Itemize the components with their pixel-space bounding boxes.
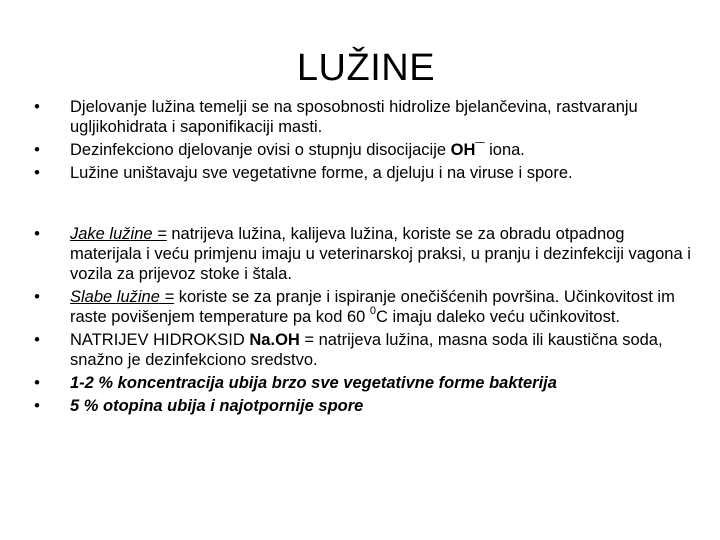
list-item: [24, 97, 696, 137]
list-item: [24, 163, 696, 183]
term-weak-alkalis: Slabe lužine =: [70, 288, 175, 306]
bullet-list-bottom: [24, 224, 696, 419]
concentration-note: 1-2 % koncentracija ubija brzo sve vegetativne forme bakterija: [70, 374, 557, 392]
list-item: [24, 330, 696, 370]
bullet-icon: •: [34, 225, 40, 243]
bullet-icon: •: [34, 164, 40, 182]
bullet-icon: •: [34, 374, 40, 392]
slide-title: LUŽINE: [296, 47, 436, 89]
list-item-text: Djelovanje lužina temelji se na sposobnosti hidrolize bjelančevina, rastvaranju ugljikohidrata i saponifikaciji masti.: [70, 98, 638, 136]
list-item-text: koriste se za pranje i ispiranje onečišćenih površina. Učinkovitost im raste povišenjem temperature pa kod 60: [70, 288, 675, 326]
bullet-icon: •: [34, 141, 40, 159]
list-item-text-end: iona.: [484, 141, 525, 159]
list-item: [24, 396, 696, 416]
bullet-icon: •: [34, 397, 40, 415]
list-item-text-end: = natrijeva lužina, masna soda ili kaustična soda, snažno je dezinfekciono sredstvo.: [70, 331, 663, 369]
list-item-text: natrijeva lužina, kalijeva lužina, koriste se za obradu otpadnog materijala i veću primjenu imaju u veterinarskoj praksi, u pranju i dezinfekciji vagona i vozila za prijevoz stoke i štala.: [70, 225, 691, 283]
list-item-text: Lužine uništavaju sve vegetativne forme, a djeluju i na viruse i spore.: [70, 164, 573, 182]
term-strong-alkalis: Jake lužine =: [70, 225, 167, 243]
naoh-formula: Na.OH: [249, 331, 300, 349]
list-item: [24, 140, 696, 160]
spore-note: 5 % otopina ubija i najotpornije spore: [70, 397, 364, 415]
bullet-icon: •: [34, 98, 40, 116]
bullet-list-top: [24, 97, 696, 186]
list-item: [24, 373, 696, 393]
list-item-text: NATRIJEV HIDROKSID: [70, 331, 250, 349]
oh-formula: OH: [450, 141, 476, 159]
list-item-text: Dezinfekciono djelovanje ovisi o stupnju disocijacije: [70, 141, 451, 159]
list-item: [24, 287, 696, 327]
bullet-icon: •: [34, 288, 40, 306]
bullet-icon: •: [34, 331, 40, 349]
superscript-degree: 0: [369, 304, 377, 317]
list-item: [24, 224, 696, 284]
list-item-text-end: C imaju daleko veću učinkovitost.: [376, 308, 620, 326]
charge-sign: ¯: [475, 141, 485, 159]
